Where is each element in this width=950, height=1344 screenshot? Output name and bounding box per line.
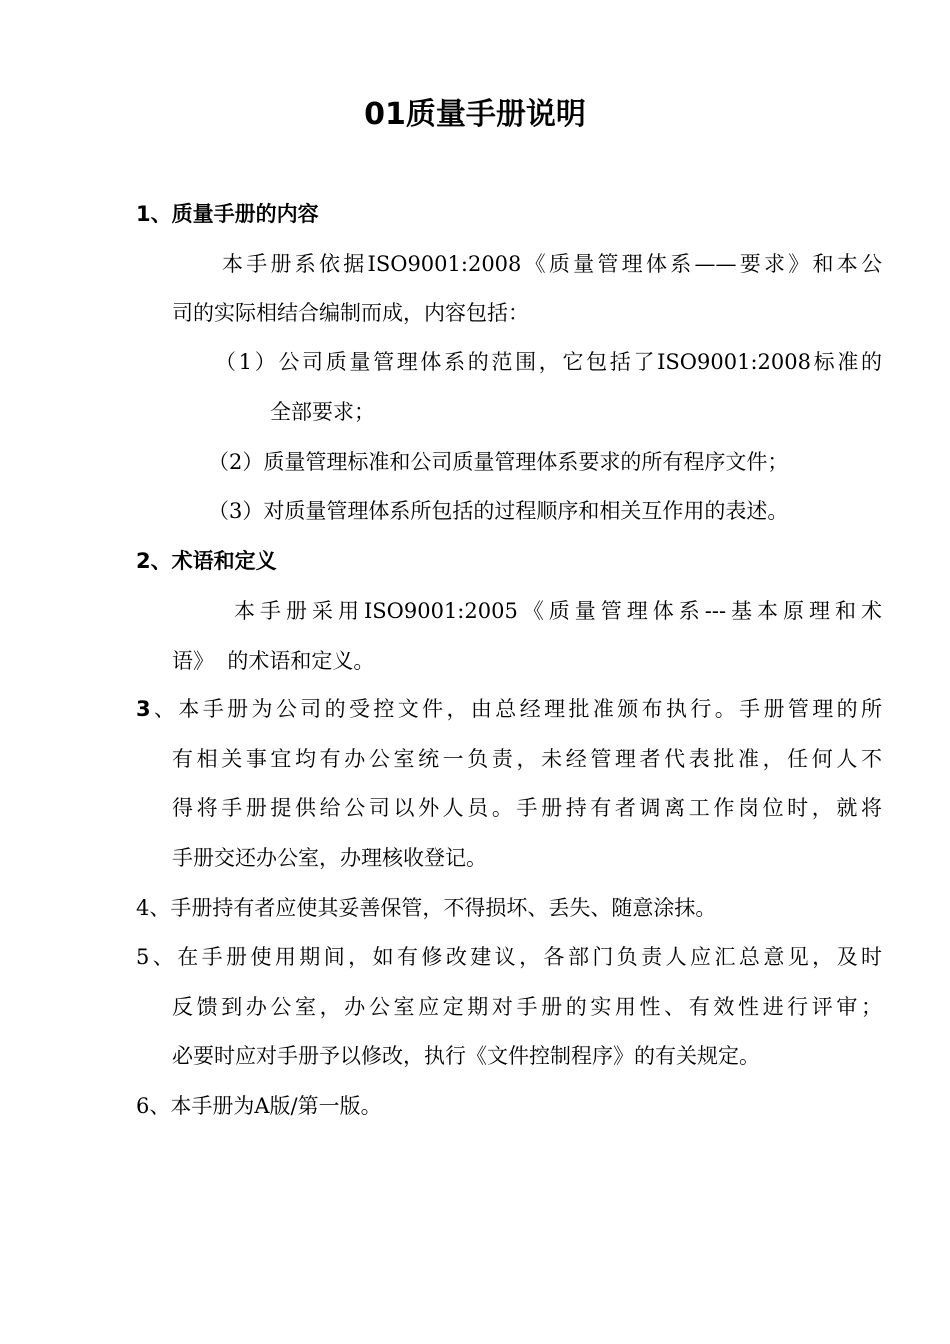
section-3-line-4: 手册交还办公室，办理核收登记。 (172, 846, 487, 870)
section-1-item-1-line-1: （1）公司质量管理体系的范围，它包括了ISO9001:2008标准的 (215, 350, 882, 374)
section-3-number: 3 (136, 697, 151, 721)
section-1-paragraph-line-2: 司的实际相结合编制而成，内容包括： (172, 301, 529, 325)
section-5-line-1: 5、在手册使用期间，如有修改建议，各部门负责人应汇总意见，及时 (136, 945, 882, 969)
section-1-item-1-line-2: 全部要求； (270, 400, 375, 424)
section-1-item-2: （2）质量管理标准和公司质量管理体系要求的所有程序文件； (208, 450, 789, 474)
section-6-line-1: 6、本手册为A版/第一版。 (136, 1094, 382, 1118)
section-1-paragraph-line-1: 本手册系依据ISO9001:2008《质量管理体系——要求》和本公 (222, 252, 882, 276)
section-3-line-2: 有相关事宜均有办公室统一负责，未经管理者代表批准，任何人不 (172, 747, 882, 771)
section-4-line-1: 4、手册持有者应使其妥善保管，不得损坏、丢失、随意涂抹。 (136, 896, 717, 920)
document-title: 01质量手册说明 (364, 97, 586, 132)
section-1-heading: 1、质量手册的内容 (136, 202, 319, 226)
section-2-paragraph-line-1: 本手册采用ISO9001:2005《质量管理体系---基本原理和术 (234, 599, 882, 623)
section-3-line-1-text: 、本手册为公司的受控文件，由总经理批准颁布执行。手册管理的所 (150, 697, 882, 721)
section-2-heading: 2、术语和定义 (136, 549, 277, 573)
section-5-line-3: 必要时应对手册予以修改，执行《文件控制程序》的有关规定。 (172, 1044, 760, 1068)
section-3-line-3: 得将手册提供给公司以外人员。手册持有者调离工作岗位时，就将 (172, 796, 882, 820)
section-5-line-2: 反馈到办公室，办公室应定期对手册的实用性、有效性进行评审； (172, 995, 882, 1019)
section-2-paragraph-line-2: 语》 的术语和定义。 (172, 649, 375, 673)
section-1-item-3: （3）对质量管理体系所包括的过程顺序和相关互作用的表述。 (208, 499, 789, 523)
section-3-line-1 (136, 694, 882, 724)
